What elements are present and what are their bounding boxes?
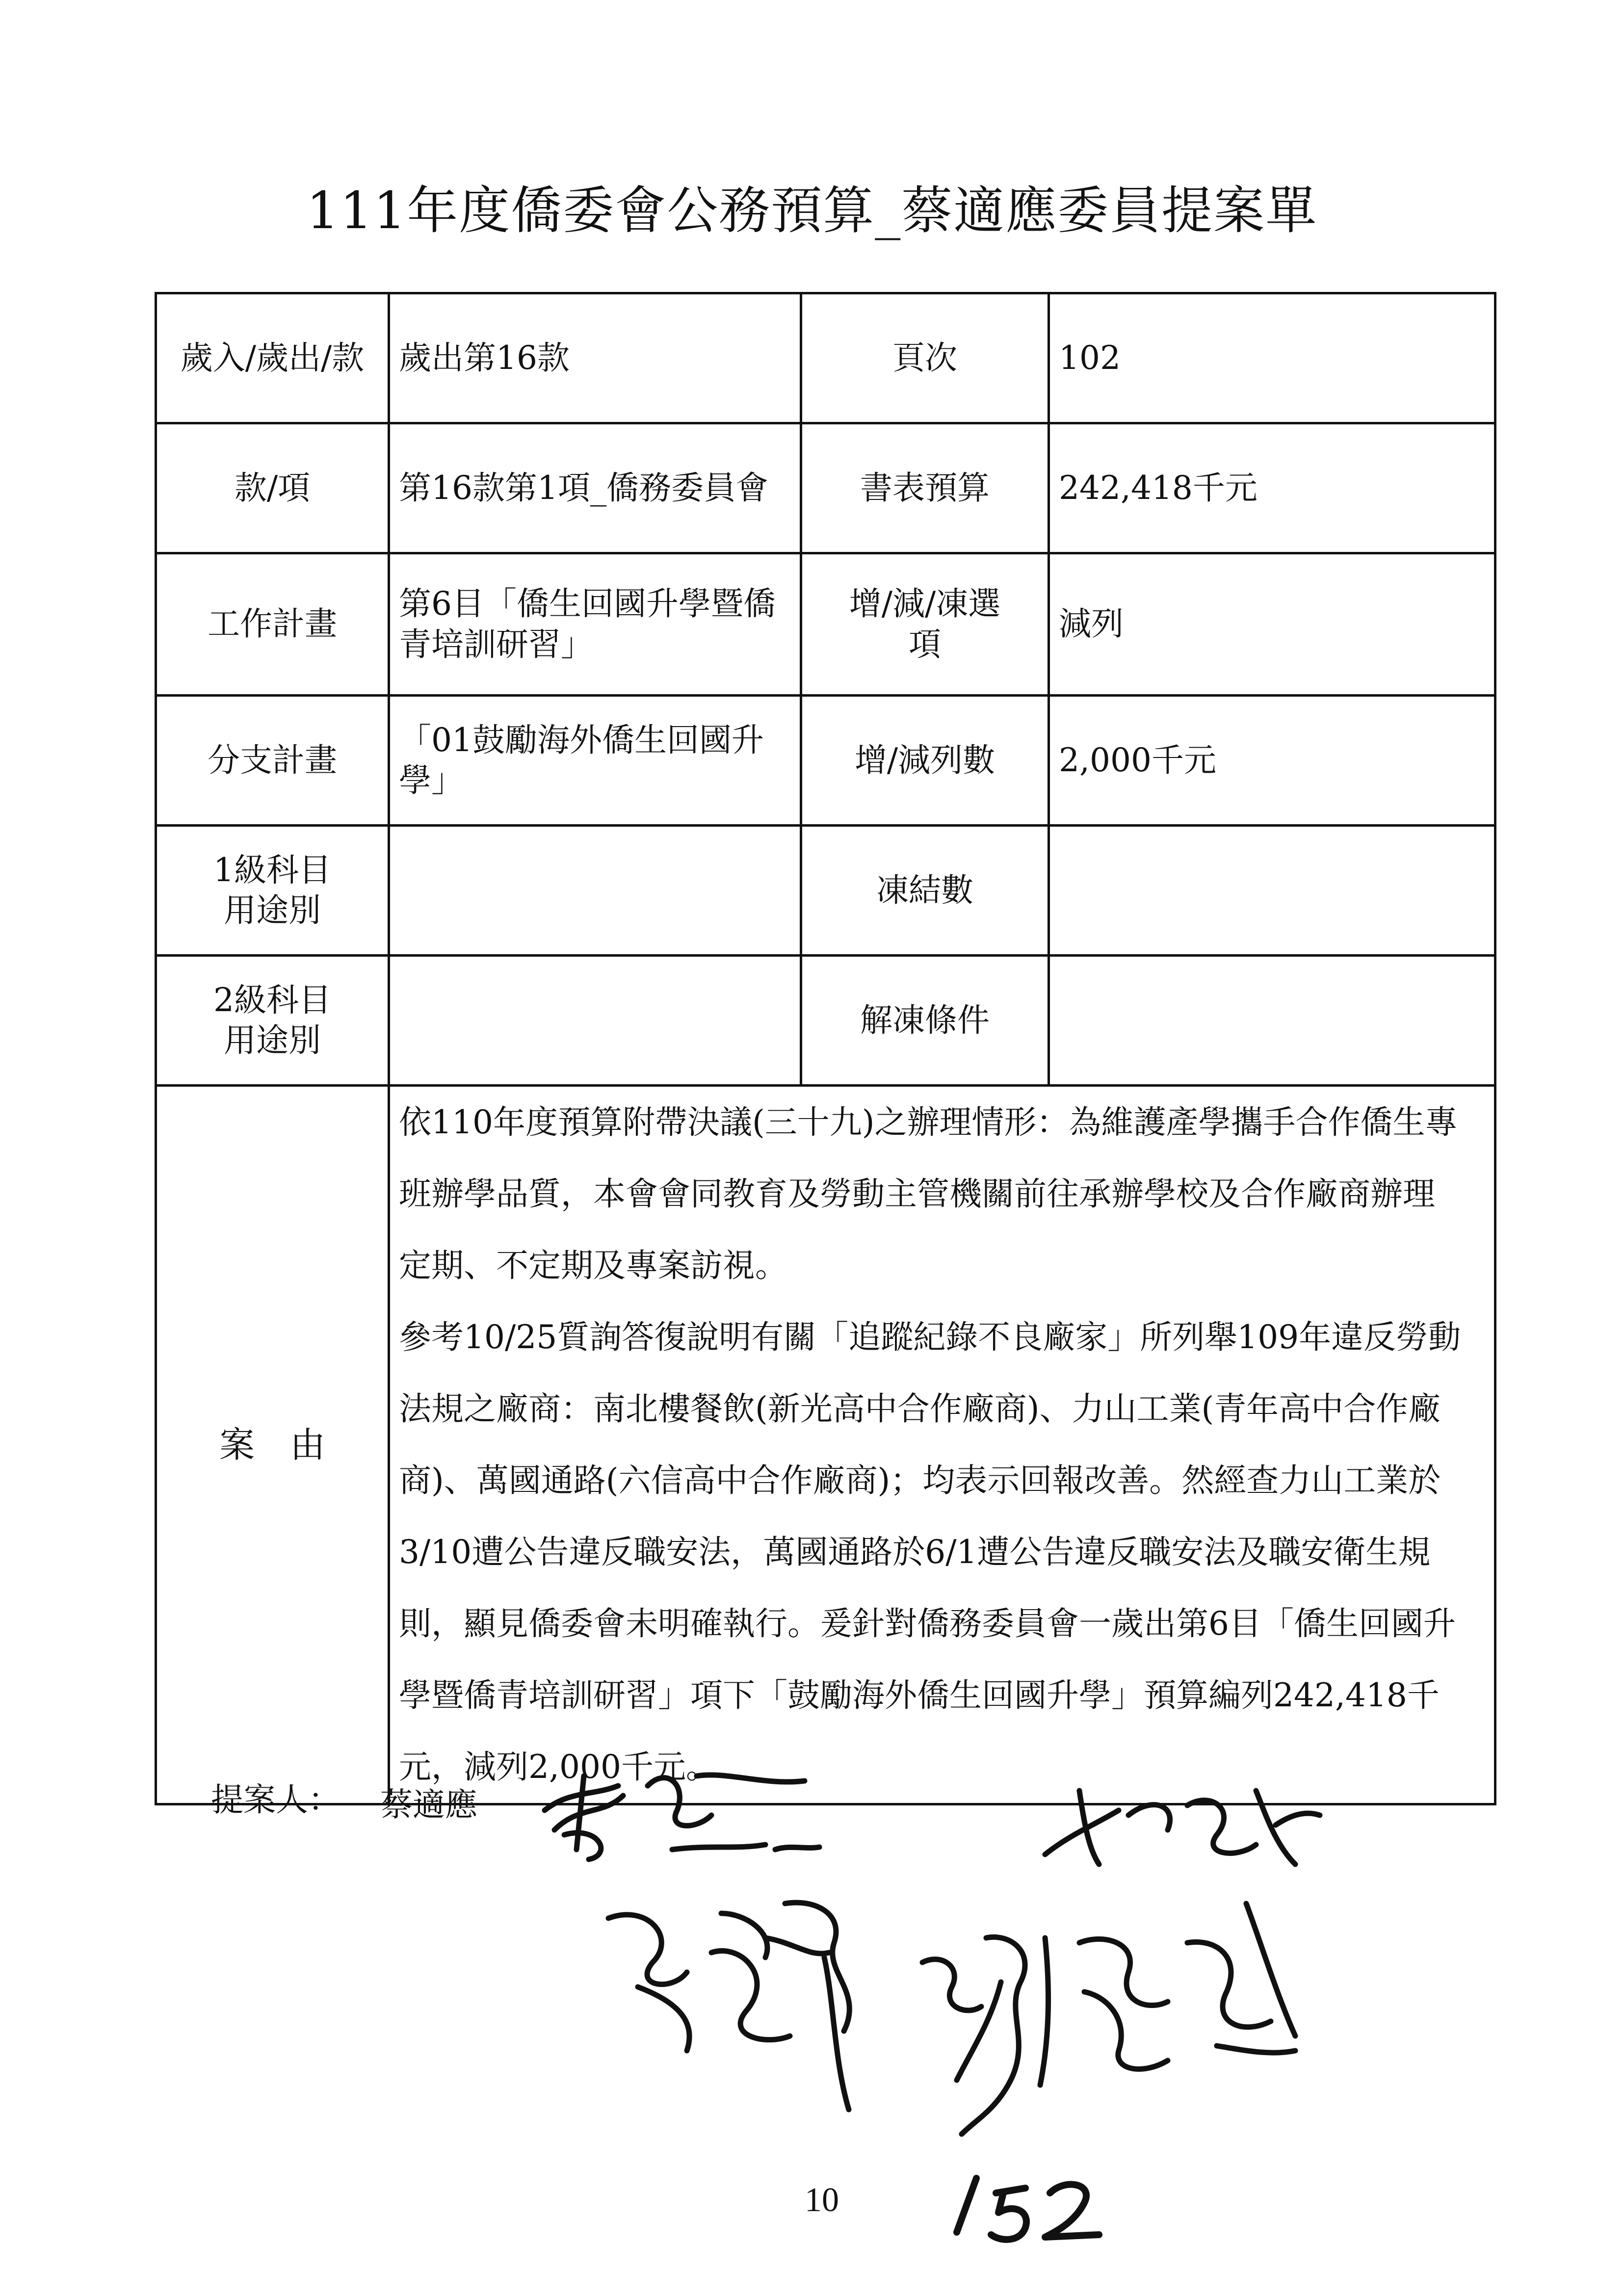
reason-line: 元，減列2,000千元。 (399, 1748, 718, 1786)
label-reason: 案 由 (156, 1086, 389, 1804)
reason-line: 定期、不定期及專案訪視。 (399, 1247, 787, 1284)
reason-line: 商)、萬國通路(六信高中合作廠商)；均表示回報改善。然經查力山工業於 (399, 1461, 1441, 1499)
label-branch-plan: 分支計畫 (156, 696, 389, 826)
signature-4 (922, 1904, 1295, 2134)
value-account-item: 第16款第1項_僑務委員會 (389, 423, 801, 553)
value-revenue-expenditure-account: 歲出第16款 (389, 293, 801, 423)
value-branch-plan: 「01鼓勵海外僑生回國升學」 (389, 696, 801, 826)
reason-line: 依110年度預算附帶決議(三十九)之辦理情形：為維護產學攜手合作僑生專 (399, 1103, 1458, 1141)
value-work-plan: 第6目「僑生回國升學暨僑青培訓研習」 (389, 553, 801, 696)
reason-line: 參考10/25質詢答復說明有關「追蹤紀錄不良廠家」所列舉109年違反勞動 (399, 1318, 1461, 1356)
form-row-work-plan (156, 553, 1495, 696)
handwritten-page-number (937, 2149, 1133, 2257)
form-row-level1-subject (156, 826, 1495, 956)
label-level2-subject-text: 2級科目用途別 (213, 981, 331, 1059)
form-row-level2-subject (156, 956, 1495, 1086)
proposer-name: 蔡適應 (380, 1786, 477, 1824)
label-budget: 書表預算 (801, 423, 1049, 553)
value-adjust-amount: 2,000千元 (1049, 696, 1495, 826)
value-level2-subject (389, 956, 801, 1086)
value-unfreeze-condition (1049, 956, 1495, 1086)
reason-line: 3/10遭公告違反職安法，萬國通路於6/1遭公告違反職安法及職安衛生規 (399, 1533, 1431, 1571)
label-work-plan: 工作計畫 (156, 553, 389, 696)
label-adjust-option-text: 增/減/凍選項 (849, 585, 1001, 663)
reason-line: 則，顯見僑委會未明確執行。爰針對僑務委員會一歲出第6目「僑生回國升 (399, 1605, 1456, 1643)
form-row-branch-plan (156, 696, 1495, 826)
label-level1-subject-text: 1級科目用途別 (213, 851, 331, 929)
signature-2 (608, 1903, 849, 2110)
label-page: 頁次 (801, 293, 1049, 423)
reason-line: 班辦學品質，本會會同教育及勞動主管機關前往承辦學校及合作廠商辦理 (399, 1175, 1435, 1213)
label-adjust-amount: 增/減列數 (801, 696, 1049, 826)
form-row-reason (156, 1086, 1495, 1804)
form-row-item (156, 423, 1495, 553)
document-title: 111年度僑委會公務預算_蔡適應委員提案單 (306, 181, 1318, 240)
page-number: 10 (805, 2181, 839, 2219)
value-level1-subject (389, 826, 801, 956)
proposal-form-table (155, 292, 1496, 1805)
label-level1-subject (156, 826, 389, 956)
reason-text (389, 1086, 1495, 1804)
label-level2-subject (156, 956, 389, 1086)
value-page: 102 (1049, 293, 1495, 423)
value-frozen-amount (1049, 826, 1495, 956)
label-frozen-amount: 凍結數 (801, 826, 1049, 956)
proposer-label: 提案人： (211, 1781, 341, 1819)
value-adjust-option: 減列 (1049, 553, 1495, 696)
value-budget: 242,418千元 (1049, 423, 1495, 553)
label-account-item: 款/項 (156, 423, 389, 553)
reason-line: 法規之廠商：南北樓餐飲(新光高中合作廠商)、力山工業(青年高中合作廠 (399, 1390, 1441, 1428)
label-revenue-expenditure-account: 歲入/歲出/款 (156, 293, 389, 423)
form-row-account (156, 293, 1495, 423)
label-adjust-option (801, 553, 1049, 696)
label-unfreeze-condition: 解凍條件 (801, 956, 1049, 1086)
reason-line: 學暨僑青培訓研習」項下「鼓勵海外僑生回國升學」預算編列242,418千 (399, 1676, 1440, 1714)
